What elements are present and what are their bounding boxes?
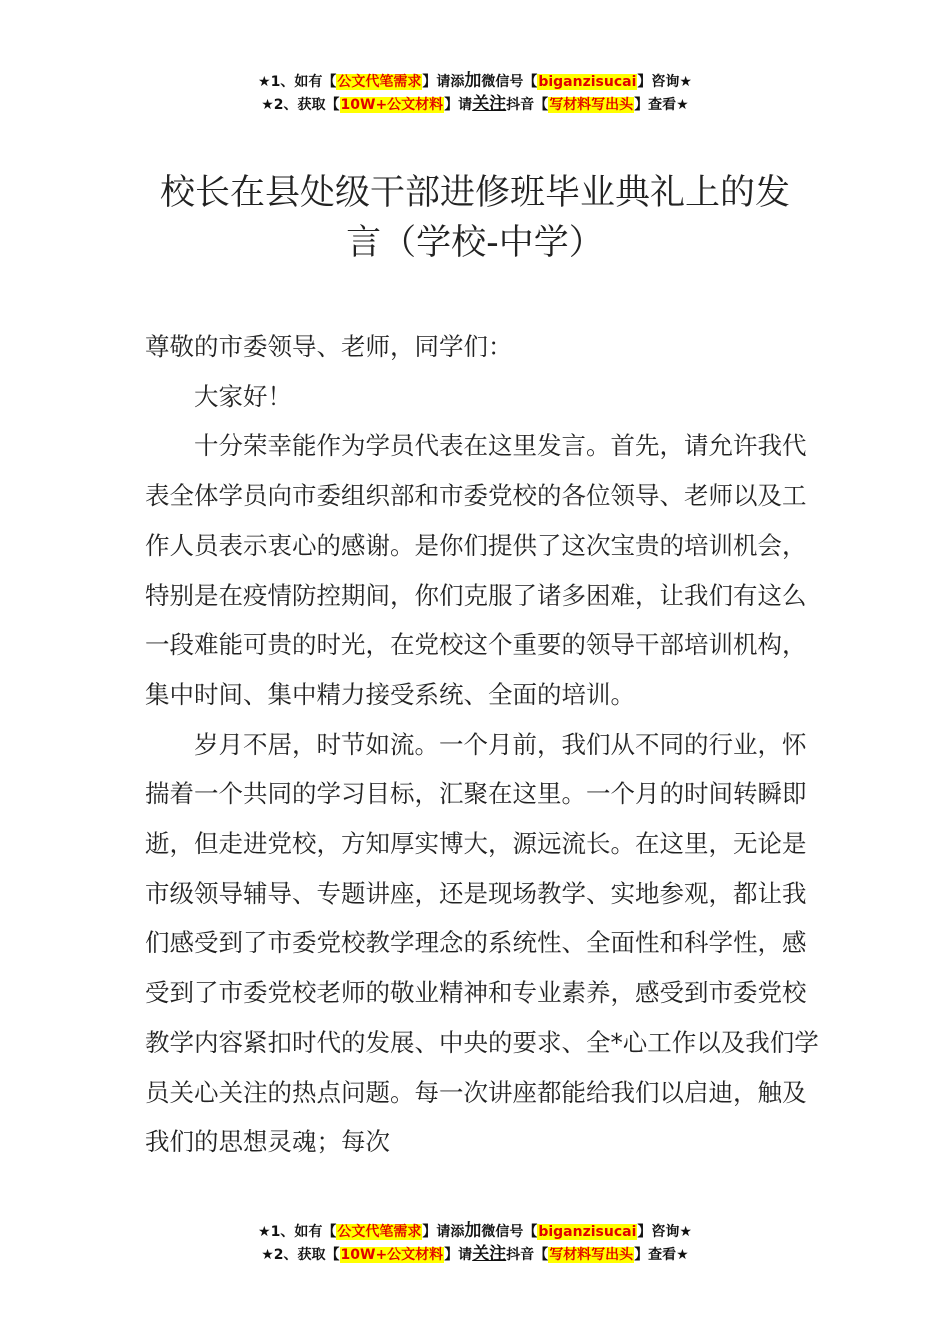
promo-text: 加 <box>464 1221 482 1241</box>
paragraph-1: 十分荣幸能作为学员代表在这里发言。首先，请允许我代表全体学员向市委组织部和市委党校的各位领导、老师以及工作人员表示衷心的感谢。是你们提供了这次宝贵的培训机会，特别是在疫情防控期间，你们克服了诸多困难，让我们有这么一段难能可贵的时光，在党校这个重要的领导干部培训机构，集中时间、集中精力接受系统、全面的培训。 <box>145 431 807 709</box>
promo-highlight-wechat: biganzisucai <box>538 74 637 90</box>
promo-highlight-douyin: 写材料写出头 <box>549 97 634 113</box>
salutation: 尊敬的市委领导、老师，同学们： <box>145 332 513 361</box>
promo-text: ★2、获取【 <box>261 1247 340 1263</box>
promo-text: 微信号【 <box>481 74 538 90</box>
promo-text: 微信号【 <box>481 1224 538 1240</box>
title-line-2: 言（学校-中学） <box>346 223 604 263</box>
promo-line-2 <box>0 93 950 116</box>
promo-text: 抖音【 <box>506 97 549 113</box>
promo-text: 请添 <box>436 74 465 90</box>
promo-highlight-materials: 10W+公文材料 <box>340 97 444 113</box>
promo-text: ★1、如有 <box>258 1224 323 1240</box>
promo-text: 请添 <box>436 1224 465 1240</box>
promo-highlight-wechat: biganzisucai <box>538 1224 637 1240</box>
promo-line-1 <box>0 1220 950 1243</box>
promo-text: 】 <box>422 1224 437 1240</box>
promo-text: 【 <box>322 74 337 90</box>
document-body <box>145 322 825 1167</box>
promo-text: 】咨询★ <box>637 74 692 90</box>
document-title <box>140 168 810 268</box>
promo-text: ★1、如有 <box>258 74 323 90</box>
promo-header <box>0 70 950 116</box>
promo-underline: 关注 <box>472 1244 507 1264</box>
greeting: 大家好！ <box>194 381 292 411</box>
promo-text: 】咨询★ <box>637 1224 692 1240</box>
promo-highlight-materials: 10W+公文材料 <box>340 1247 444 1263</box>
promo-text: 加 <box>464 71 482 91</box>
promo-line-2 <box>0 1243 950 1266</box>
paragraph-2: 岁月不居，时节如流。一个月前，我们从不同的行业，怀揣着一个共同的学习目标，汇聚在这里。一个月的时间转瞬即逝，但走进党校，方知厚实博大，源远流长。在这里，无论是市级领导辅导、专题讲座，还是现场教学、实地参观，都让我们感受到了市委党校教学理念的系统性、全面性和科学性，感受到了市委党校老师的敬业精神和专业素养，感受到市委党校教学内容紧扣时代的发展、中央的要求、全*心工作以及我们学员关心关注的热点问题。每一次讲座都能给我们以启迪，触及我们的思想灵魂；每次 <box>145 729 819 1157</box>
promo-highlight-douyin: 写材料写出头 <box>549 1247 634 1263</box>
promo-text: 抖音【 <box>506 1247 549 1263</box>
promo-underline: 关注 <box>472 94 507 114</box>
promo-text: 】查看★ <box>634 1247 689 1263</box>
promo-text: ★2、获取【 <box>261 97 340 113</box>
title-line-1: 校长在县处级干部进修班毕业典礼上的发 <box>159 173 790 213</box>
promo-footer <box>0 1220 950 1266</box>
promo-text: 】查看★ <box>634 97 689 113</box>
promo-highlight-service: 公文代笔需求 <box>337 1224 422 1240</box>
promo-text: 】请 <box>444 97 473 113</box>
promo-highlight-service: 公文代笔需求 <box>337 74 422 90</box>
promo-text: 【 <box>322 1224 337 1240</box>
promo-text: 】请 <box>444 1247 473 1263</box>
promo-text: 】 <box>422 74 437 90</box>
promo-line-1 <box>0 70 950 93</box>
